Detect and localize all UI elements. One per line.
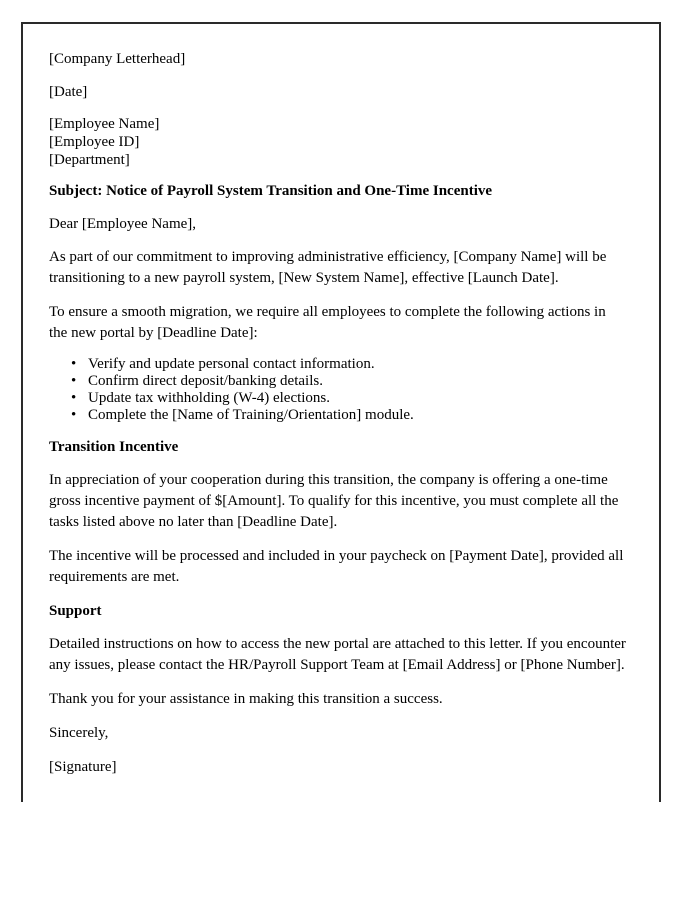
support-paragraph: Detailed instructions on how to access the new portal are attached to this letter. If you encounter any issues, please contact the HR/Payroll Support Team at [Email Address] or [Phone Number].	[49, 636, 626, 673]
closing-thanks: Thank you for your assistance in making this transition a success.	[49, 691, 443, 707]
letter-date: [Date]	[49, 84, 88, 100]
list-item: • Complete the [Name of Training/Orientation] module.	[88, 407, 627, 424]
closing-valediction: Sincerely,	[49, 725, 109, 741]
incentive-paragraph-2: The incentive will be processed and included in your paycheck on [Payment Date], provided all requirements are met.	[49, 548, 624, 585]
recipient-employee-id: [Employee ID]	[49, 134, 140, 150]
list-item: • Update tax withholding (W-4) elections.	[88, 390, 627, 407]
document-page	[21, 22, 661, 802]
recipient-department: [Department]	[49, 152, 130, 168]
task-list	[49, 356, 627, 424]
recipient-name: [Employee Name]	[49, 116, 160, 132]
letter-body	[49, 49, 627, 790]
company-letterhead: [Company Letterhead]	[49, 51, 186, 67]
incentive-paragraph-1: In appreciation of your cooperation during this transition, the company is offering a one-time gross incentive payment of $[Amount]. To qualify for this incentive, you must complete all the tasks listed above no later than [Deadline Date].	[49, 472, 619, 530]
list-item: • Verify and update personal contact information.	[88, 356, 627, 373]
instruction-paragraph: To ensure a smooth migration, we require all employees to complete the following actions in the new portal by [Deadline Date]:	[49, 304, 606, 341]
intro-paragraph: As part of our commitment to improving administrative efficiency, [Company Name] will be transitioning to a new payroll system, [New System Name], effective [Launch Date].	[49, 249, 607, 286]
list-item: • Confirm direct deposit/banking details.	[88, 373, 627, 390]
transition-incentive-heading: Transition Incentive	[49, 439, 179, 455]
subject-line: Subject: Notice of Payroll System Transition and One-Time Incentive	[49, 183, 493, 199]
signature-placeholder: [Signature]	[49, 759, 117, 775]
support-heading: Support	[49, 603, 102, 619]
salutation: Dear [Employee Name],	[49, 216, 197, 232]
recipient-block	[49, 115, 627, 169]
